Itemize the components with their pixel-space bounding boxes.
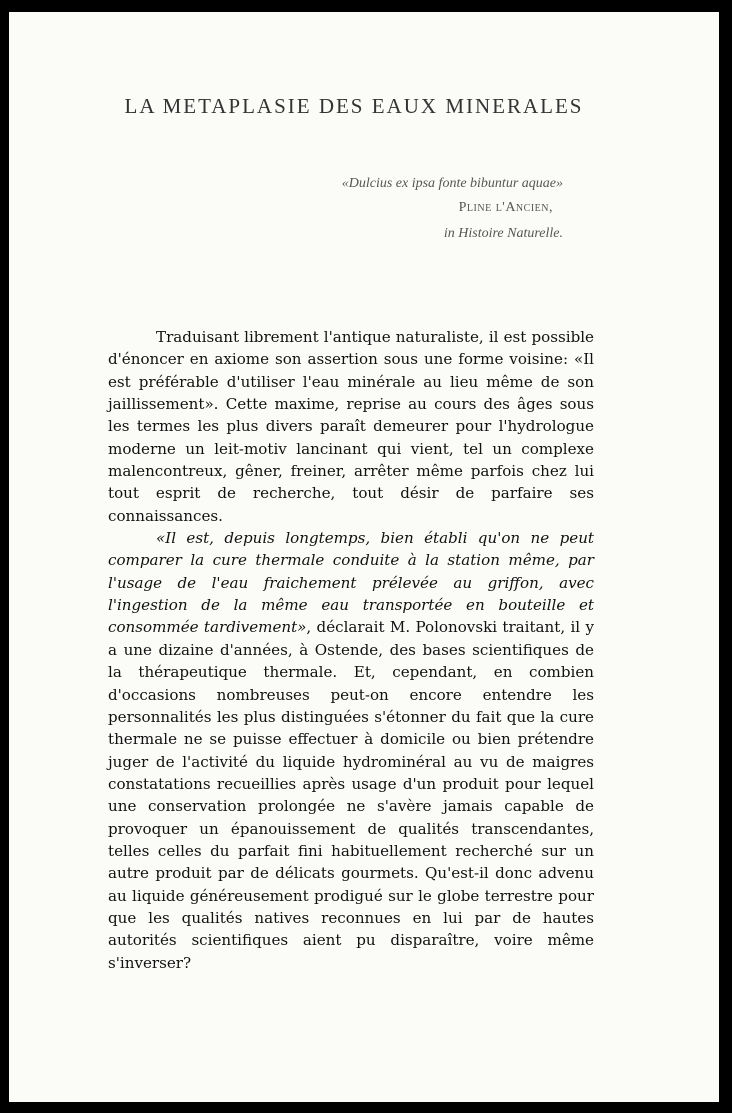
chapter-title: LA METAPLASIE DES EAUX MINERALES (124, 94, 584, 118)
paragraph-1: Traduisant librement l'antique naturaliste, il est possible d'énoncer en axiome son assertion sous une forme voisine: «Il est préférable d'utiliser l'eau minérale au lieu même de son jaillissement». Cette maxime, reprise au cours des âges sous les termes les plus divers paraît demeurer pour l'hydrologue moderne un leit-motiv lancinant qui vient, tel un complexe malencontreux, gêner, freiner, arrêter même parfois chez lui tout esprit de recherche, tout désir de parfaire ses connaissances. (108, 328, 594, 525)
epigraph-author: Pline l'Ancien, (458, 200, 553, 215)
paragraph-2 (108, 527, 594, 974)
book-page (9, 12, 719, 1102)
epigraph (342, 172, 563, 246)
epigraph-source: in Histoire Naturelle. (443, 226, 563, 241)
epigraph-quote: «Dulcius ex ipsa fonte bibuntur aquae» (341, 176, 563, 191)
paragraph-2-text: , déclarait M. Polonovski traitant, il y a une dizaine d'années, à Ostende, des bases scientifiques de la thérapeutique thermale. Et, cependant, en combien d'occasions nombreuses peut-on encore entendre les personnalités les plus distinguées s'étonner du fait que la cure thermale ne se puisse effectuer à domicile ou bien prétendre juger de l'activité du liquide hydrominéral au vu de maigres constatations recueillies après usage d'un produit pour lequel une conservation prolongée ne s'avère jamais capable de provoquer un épanouissement de qualités transcendantes, telles celles du parfait fini habituellement recherché sur un autre produit par de délicats gourmets. Qu'est-il donc advenu au liquide généreusement prodigué sur le globe terrestre pour que les qualités natives reconnues en lui par de hautes autorités scientifiques aient pu disparaître, voire même s'inverser? (108, 618, 594, 972)
quoted-statement: «Il est, depuis longtemps, bien établi qu'on ne peut comparer la cure thermale conduite à la station même, par l'usage de l'eau fraichement prélevée au griffon, avec l'ingestion de la même eau transportée en bouteille et consommée tardivement» (108, 529, 594, 637)
body-text (108, 326, 594, 974)
